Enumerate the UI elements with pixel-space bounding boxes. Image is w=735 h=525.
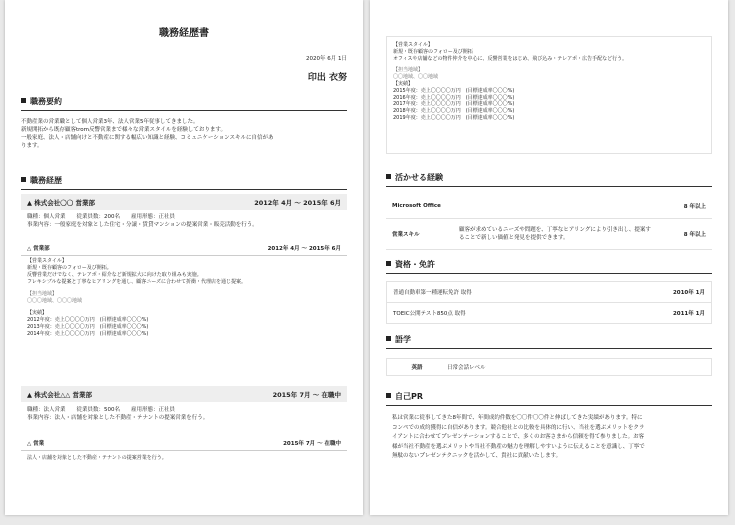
skill-years: 8 年以上 [660,194,712,219]
skills-table [386,194,712,250]
certs-list [386,281,712,324]
company-1-period: 2012年 4月 ～ 2015年 6月 [254,198,341,207]
company-2-dept: △ 営業 2015年 7月 ～ 在職中 [21,439,347,451]
square-bullet-icon [386,393,391,398]
square-bullet-icon [21,98,26,103]
square-bullet-icon [386,336,391,341]
pr-text: 私は営業に従事してきた8年間で、年間成約件数を〇〇件〇〇件と伸ばしてきた実績があります。特に コンペでの成約獲得に自信があります。競合他社との比較を具体的に行い、当社を選ぶメリットをクラ イアントに合わせてプレゼンテーションすることで、多くのお客さまから信頼を得て参りました。お客 様が当社不動産を選ぶメリットや当社不動産の魅力を理解しやすいように伝えることを意識し、丁寧で 無駄のないプレゼンテクニックを活かして、貴社に貢献いたします。 [392,415,645,459]
company-2-details: 法人・店舗を対象とした不動産・テナントの提案営業を行う。 [27,455,167,461]
skill-desc [453,194,660,219]
table-row [386,219,712,250]
list-item: 普通自動車第一種運転免許 取得 2010年 1月 [387,282,711,303]
company-2-info: 職種：法人営業 従業員数：500名 雇用形態：正社員 事業内容：法人・店舗を対象とした不動産・テナントの提案営業を行う。 [27,407,209,421]
skills-heading: 活かせる経験 [386,172,712,187]
company-2-bar [21,386,347,402]
summary-text: 不動産業の営業職として個人営業3年、法人営業5年従事してきました。 新規開拓から既存顧客trom反響営業まで様々な営業スタイルを経験しております。 一般家庭、法人・店舗向けと不動産に関する幅広い知識と経験、コミュニケーションスキルに自信があ ります。 [21,119,274,149]
company-2-period: 2015年 7月 ～ 在職中 [272,390,341,399]
resume-page-2 [370,0,728,515]
list-item: TOEIC公開テスト850点 取得 2011年 1月 [387,303,711,324]
square-bullet-icon [386,174,391,179]
company-1-details: 【営業スタイル】 新規・既存顧客のフォロー及び開拓。 反響営業だけでなく、テレアポ・紹介など新規拡大に向けた取り組みも実施。 フレキシブルな提案と丁寧なヒアリングを通し、顧客ニーズに合わせて折衝・代理店を通じ提案。 【担当地域】 〇〇〇地域、〇〇〇地域 【実績】 2012年度：売上〇〇〇〇万円 (目標達成率〇〇〇%) 2013年度：売上〇〇〇〇万円 (目標達成率〇〇〇%) 2014年度：売上〇〇〇〇万円 (目標達成率〇〇〇%) [27,258,247,337]
company-1-name: ▲ 株式会社〇〇 営業部 [27,198,96,207]
summary-heading: 職務要約 [21,96,347,111]
company-1-info: 職種：個人営業 従業員数：200名 雇用形態：正社員 事業内容：一般家庭を対象とした住宅・分譲・賃貸マンションの提案営業・販売活動を行う。 [27,214,258,228]
company-2-name: ▲ 株式会社△△ 営業部 [27,390,93,399]
skill-years: 8 年以上 [660,219,712,250]
skill-desc: 顧客が求めているニーズや問題を、丁寧なヒアリングにより引き出し、提案することで新しい価値と発見を提供できます。 [453,219,660,250]
page-title: 職務経歴書 [159,28,209,39]
square-bullet-icon [21,177,26,182]
language-row: 英語 日常会話レベル [386,358,712,376]
history-heading: 職務経歴 [21,175,347,190]
language-heading: 語学 [386,334,712,349]
square-bullet-icon [386,261,391,266]
company-1-bar [21,194,347,210]
skill-label: 営業スキル [386,219,453,250]
skill-label: Microsoft Office [386,194,453,219]
company-2-details-box: 【営業スタイル】 新規・既存顧客のフォロー及び開拓 オフィスや店舗などの物件仲介を中心に、反響営業をはじめ、飛び込み・テレアポ・広告手配など行う。 【担当地域】 〇〇地域、〇〇地域 【実績】 2015年度：売上〇〇〇〇万円 (目標達成率〇〇〇%) 2016年度：売上〇〇〇〇万円 (目標達成率〇〇〇%) 2017年度：売上〇〇〇〇万円 (目標達成率〇〇〇%) 2018年度：売上〇〇〇〇万円 (目標達成率〇〇〇%) 2019年度：売上〇〇〇〇万円 (目標達成率〇〇〇%) [386,36,712,154]
table-row [386,194,712,219]
applicant-name: 印出 衣努 [307,73,347,83]
pr-heading: 自己PR [386,391,712,406]
certs-heading: 資格・免許 [386,259,712,274]
company-1-dept: △ 営業部 2012年 4月 ～ 2015年 6月 [21,244,347,256]
resume-page-1 [5,0,363,515]
document-date: 2020年 6月 1日 [306,56,347,62]
